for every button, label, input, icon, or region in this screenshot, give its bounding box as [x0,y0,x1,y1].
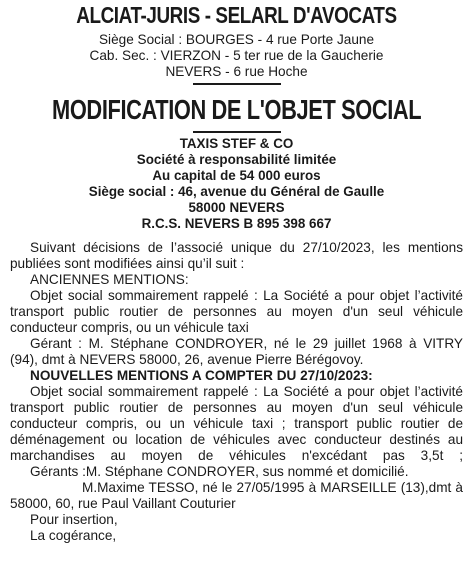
body-line: Gérant : M. Stéphane CONDROYER, né le 29 juillet 1968 à VITRY [30,336,463,351]
divider [193,83,281,85]
old-mentions-heading: ANCIENNES MENTIONS: [30,272,189,287]
body-line: Gérants :M. Stéphane CONDROYER, sus nommé et domicilié. [30,464,409,479]
body-line: 58000, 60, rue Paul Vaillant Couturier [10,496,236,511]
body-line: publiées sont modifiées ainsi qu’il suit : [10,256,245,271]
company-capital: Au capital de 54 000 euros [152,168,321,183]
new-mentions-heading: NOUVELLES MENTIONS A COMPTER DU 27/10/2023: [30,368,373,383]
firm-address-line: Siège Social : BOURGES - 4 rue Porte Jaune [98,32,375,47]
company-postcode-city: 58000 NEVERS [188,200,285,215]
body-line: transport public routier de personnes au moyen d'un seul véhicule [10,400,463,415]
body-line: Suivant décisions de l’associé unique du 27/10/2023, les mentions [30,240,463,255]
body-line: conducteur compris, ou un véhicule taxi [10,320,249,335]
body-line: transport public routier de personnes au moyen d'un seul véhicule [10,304,463,319]
body-line: M.Maxime TESSO, né le 27/05/1995 à MARSEILLE (13),dmt à [82,480,463,495]
company-registered-office: Siège social : 46, avenue du Général de Gaulle [88,184,385,199]
closing-line: La cogérance, [30,528,117,543]
company-rcs: R.C.S. NEVERS B 895 398 667 [141,216,332,231]
body-line: marchandises au moyen de véhicules n'excédant pas 3,5t ; [10,448,463,463]
body-line: déménagement ou location de véhicules avec conducteur destinés au [10,432,463,447]
company-form: Société à responsabilité limitée [136,152,337,167]
notice-title: MODIFICATION DE L'OBJET SOCIAL [52,94,422,125]
firm-address-line: NEVERS - 6 rue Hoche [165,64,308,79]
divider [193,131,281,133]
body-line: (94), dmt à NEVERS 58000, 26, avenue Pierre Bérégovoy. [10,352,364,367]
body-line: conducteur compris, ou un véhicule taxi ; transport public routier de [10,416,463,431]
firm-name: ALCIAT-JURIS - SELARL D'AVOCATS [76,2,397,28]
body-line: Objet social sommairement rappelé : La Société a pour objet l’activité [30,288,463,303]
firm-address-line: Cab. Sec. : VIERZON - 5 ter rue de la Gaucherie [89,48,384,63]
closing-line: Pour insertion, [30,512,118,527]
body-line: Objet social sommairement rappelé : La Société a pour objet l’activité [30,384,463,399]
company-name: TAXIS STEF & CO [179,136,294,151]
notice-body [10,240,463,544]
